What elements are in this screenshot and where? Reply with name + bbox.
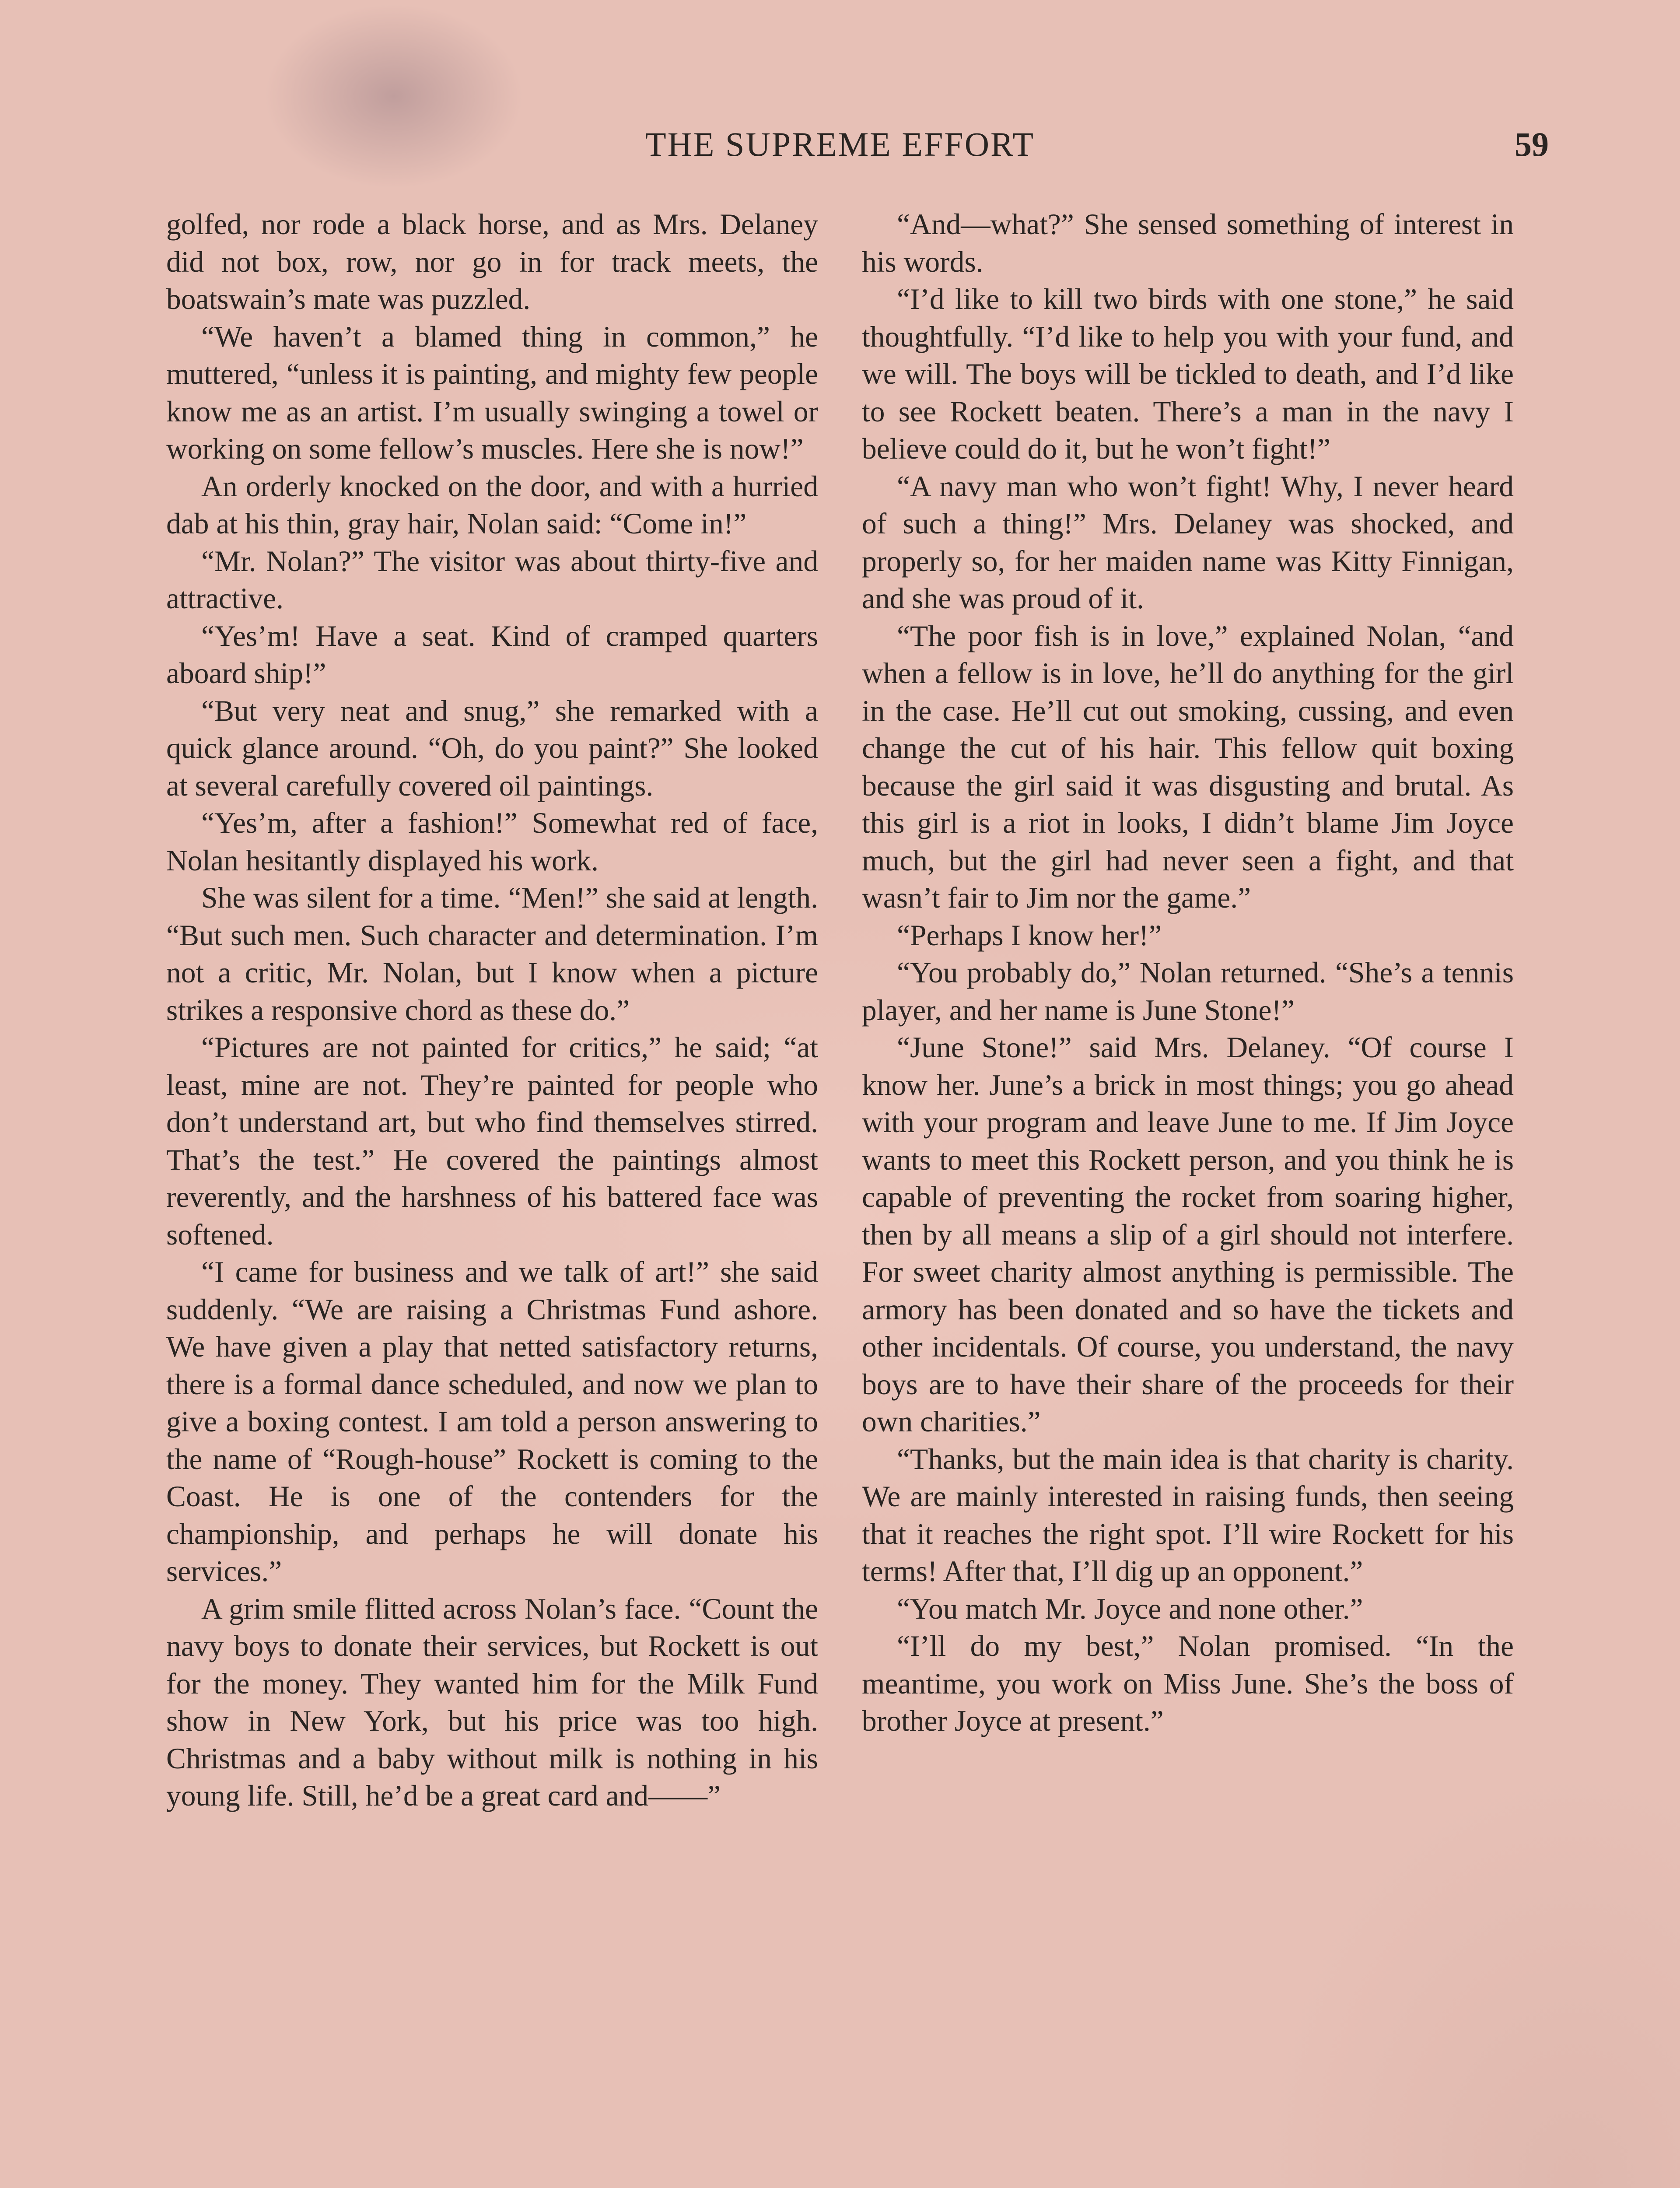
paragraph: “Yes’m, after a fashion!” Somewhat red of face, Nolan hesitantly displayed his work. [166, 806, 818, 877]
paragraph: She was silent for a time. “Men!” she said at length. “But such men. Such character and determination. I’m not a critic, Mr. Nolan, but I know when a picture strikes a responsive chord as these do.” [166, 881, 818, 1027]
paragraph: “Perhaps I know her!” [897, 919, 1162, 952]
paragraph: “I’ll do my best,” Nolan promised. “In the meantime, you work on Miss June. She’s the boss of brother Joyce at present.” [862, 1630, 1514, 1737]
paragraph: “I’d like to kill two birds with one stone,” he said thoughtfully. “I’d like to help you with your fund, and we will. The boys will be tickled to death, and I’d like to see Rockett beaten. There’s a man in the navy I believe could do it, but he won’t fight!” [862, 283, 1514, 465]
paragraph: “I came for business and we talk of art!” she said suddenly. “We are raising a Christmas Fund ashore. We have given a play that netted satisfactory returns, there is a formal dance scheduled, and now we plan to give a boxing contest. I am told a person answering to the name of “Rough-house” Rockett is coming to the Coast. He is one of the contenders for the championship, and perhaps he will donate his services.” [166, 1255, 818, 1588]
paragraph: “And—what?” She sensed something of interest in his words. [862, 208, 1514, 278]
paragraph: An orderly knocked on the door, and with a hurried dab at his thin, gray hair, Nolan said: “Come in!” [166, 470, 818, 540]
paragraph: “Thanks, but the main idea is that charity is charity. We are mainly interested in raising funds, then seeing that it reaches the right spot. I’ll wire Rockett for his terms! After that, I’ll dig up an opponent.” [862, 1442, 1514, 1588]
page-title: THE SUPREME EFFORT [645, 125, 1035, 163]
paragraph: “June Stone!” said Mrs. Delaney. “Of course I know her. June’s a brick in most things; you go ahead with your program and leave June to me. If Jim Joyce wants to meet this Rockett person, and you think he is capable of preventing the rocket from soaring higher, then by all means a slip of a girl should not interfere. For sweet charity almost anything is permissible. The armory has been donated and so have the tickets and other incidentals. Of course, you understand, the navy boys are to have their share of the proceeds for their own charities.” [862, 1031, 1514, 1438]
paragraph: “Pictures are not painted for critics,” he said; “at least, mine are not. They’re painted for people who don’t understand art, but who find themselves stirred. That’s the test.” He covered the paintings almost reverently, and the harshness of his battered face was softened. [166, 1031, 818, 1251]
paragraph: “Yes’m! Have a seat. Kind of cramped quarters aboard ship!” [166, 619, 818, 690]
paragraph: “But very neat and snug,” she remarked with a quick glance around. “Oh, do you paint?” She looked at several carefully covered oil paintings. [166, 694, 818, 802]
paragraph: “The poor fish is in love,” explained Nolan, “and when a fellow is in love, he’ll do anything for the girl in the case. He’ll cut out smoking, cussing, and even change the cut of his hair. This fellow quit boxing because the girl said it was disgusting and brutal. As this girl is a riot in looks, I didn’t blame Jim Joyce much, but the girl had never seen a fight, and that wasn’t fair to Jim nor the game.” [862, 619, 1514, 914]
running-head [0, 125, 1680, 173]
paragraph: “A navy man who won’t fight! Why, I never heard of such a thing!” Mrs. Delaney was shocked, and properly so, for her maiden name was Kitty Finnigan, and she was proud of it. [862, 470, 1514, 615]
paragraph: A grim smile flitted across Nolan’s face. “Count the navy boys to donate their services, but Rockett is out for the money. They wanted him for the Milk Fund show in New York, but his price was too high. Christmas and a baby without milk is nothing in his young life. Still, he’d be a great card and——” [166, 1592, 818, 1812]
paragraph: “Mr. Nolan?” The visitor was about thirty-five and attractive. [166, 544, 818, 615]
left-column [166, 206, 818, 2188]
paragraph: “You probably do,” Nolan returned. “She’s a tennis player, and her name is June Stone!” [862, 956, 1514, 1027]
page-number: 59 [1515, 125, 1549, 163]
paragraph: “You match Mr. Joyce and none other.” [897, 1592, 1363, 1625]
paragraph: golfed, nor rode a black horse, and as Mrs. Delaney did not box, row, nor go in for track meets, the boatswain’s mate was puzzled. [166, 208, 818, 316]
paragraph: “We haven’t a blamed thing in common,” he muttered, “unless it is painting, and mighty few people know me as an artist. I’m usually swinging a towel or working on some fellow’s muscles. Here she is now!” [166, 320, 818, 465]
right-column [862, 206, 1514, 2188]
